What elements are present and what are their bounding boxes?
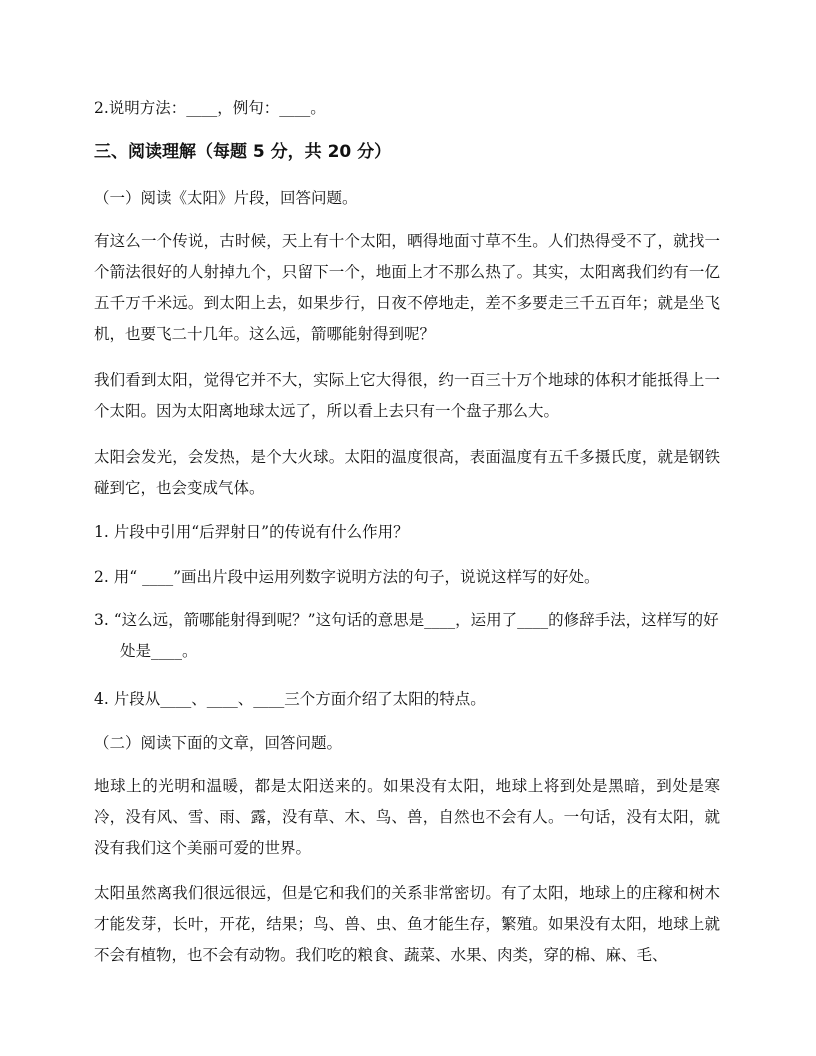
passage-paragraph-5: 太阳虽然离我们很远很远，但是它和我们的关系非常密切。有了太阳，地球上的庄稼和树木才能发芽，长叶，开花，结果；鸟、兽、虫、鱼才能生存，繁殖。如果没有太阳，地球上就不会有植物，也不会有动物。我们吃的粮食、蔬菜、水果、肉类，穿的棉、麻、毛、 — [94, 884, 720, 964]
question-1: 1. 片段中引用“后羿射日”的传说有什么作用？ — [94, 523, 409, 541]
question-3: 3. “这么远，箭哪能射得到呢？”这句话的意思是____，运用了____的修辞手法，这样写的好处是____。 — [94, 611, 719, 660]
passage-paragraph-1: 有这么一个传说，古时候，天上有十个太阳，晒得地面寸草不生。人们热得受不了，就找一个箭法很好的人射掉九个，只留下一个，地面上才不那么热了。其实，太阳离我们约有一亿五千万千米远。到太阳上去，如果步行，日夜不停地走，差不多要走三千五百年；就是坐飞机，也要飞二十几年。这么远，箭哪能射得到呢？ — [94, 232, 720, 343]
passage-paragraph-3: 太阳会发光，会发热，是个大火球。太阳的温度很高，表面温度有五千多摄氏度，就是钢铁碰到它，也会变成气体。 — [94, 448, 720, 497]
question-4: 4. 片段从____、____、____三个方面介绍了太阳的特点。 — [94, 690, 486, 708]
question-2: 2. 用“ ____”画出片段中运用列数字说明方法的句子，说说这样写的好处。 — [94, 568, 600, 586]
explanation-method-question: 2.说明方法：____，例句：____。 — [94, 99, 326, 117]
passage-paragraph-4: 地球上的光明和温暖，都是太阳送来的。如果没有太阳，地球上将到处是黑暗，到处是寒冷，没有风、雪、雨、露，没有草、木、鸟、兽，自然也不会有人。一句话，没有太阳，就没有我们这个美丽可爱的世界。 — [94, 777, 720, 857]
passage-paragraph-2: 我们看到太阳，觉得它并不大，实际上它大得很，约一百三十万个地球的体积才能抵得上一个太阳。因为太阳离地球太远了，所以看上去只有一个盘子那么大。 — [94, 371, 720, 420]
section-title: 三、阅读理解（每题 5 分，共 20 分） — [94, 142, 392, 162]
part-two-intro: （二）阅读下面的文章，回答问题。 — [94, 734, 343, 752]
part-one-intro: （一）阅读《太阳》片段，回答问题。 — [94, 189, 358, 207]
